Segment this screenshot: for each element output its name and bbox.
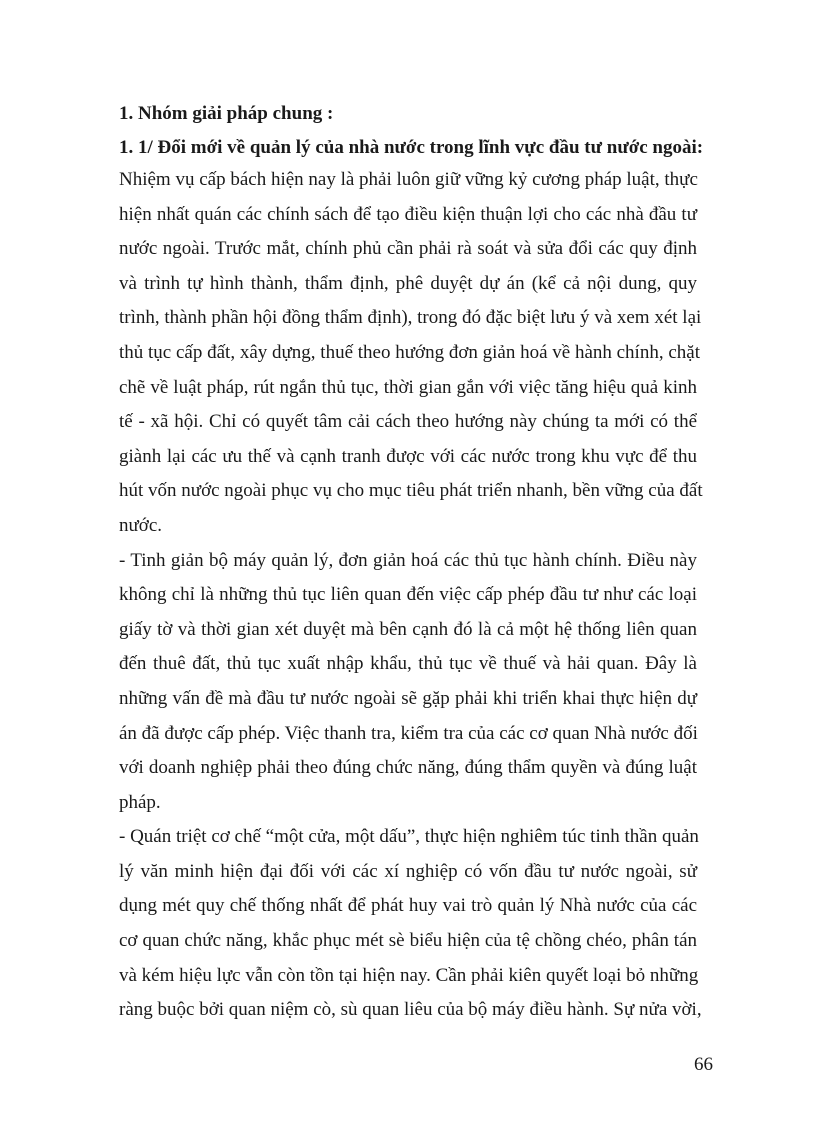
paragraph-line: lý văn minh hiện đại đối với các xí nghiệp có vốn đầu tư nước ngoài, sử (119, 860, 697, 882)
subsection-heading: 1. 1/ Đổi mới về quản lý của nhà nước trong lĩnh vực đầu tư nước ngoài: (119, 137, 704, 158)
page-number: 66 (694, 1054, 713, 1075)
paragraph-line: giấy tờ và thời gian xét duyệt mà bên cạnh đó là cả một hệ thống liên quan (119, 618, 697, 640)
paragraph-line: nước. (119, 514, 163, 536)
paragraph-line: hiện nhất quán các chính sách để tạo điều kiện thuận lợi cho các nhà đầu tư (119, 203, 697, 225)
paragraph-line: ràng buộc bởi quan niệm cò, sù quan liêu của bộ máy điều hành. Sự nửa vời, (119, 999, 702, 1021)
paragraph-line: với doanh nghiệp phải theo đúng chức năng, đúng thẩm quyền và đúng luật (119, 757, 697, 779)
paragraph-line: những vấn đề mà đầu tư nước ngoài sẽ gặp phải khi triển khai thực hiện dự (119, 687, 697, 709)
paragraph-line: thủ tục cấp đất, xây dựng, thuế theo hướng đơn giản hoá về hành chính, chặt (119, 341, 700, 363)
paragraph-line: chẽ về luật pháp, rút ngắn thủ tục, thời gian gắn với việc tăng hiệu quả kinh (119, 376, 697, 398)
paragraph-line: nước ngoài. Trước mắt, chính phủ cần phải rà soát và sửa đổi các quy định (119, 238, 697, 260)
paragraph-line: trình, thành phần hội đồng thẩm định), trong đó đặc biệt lưu ý và xem xét lại (119, 307, 702, 329)
paragraph-line: giành lại các ưu thế và cạnh tranh được với các nước trong khu vực để thu (119, 445, 697, 467)
paragraph-line: Nhiệm vụ cấp bách hiện nay là phải luôn giữ vững kỷ cương pháp luật, thực (119, 169, 698, 190)
paragraph-line: - Tinh giản bộ máy quản lý, đơn giản hoá các thủ tục hành chính. Điều này (119, 549, 697, 571)
paragraph-line: và trình tự hình thành, thẩm định, phê duyệt dự án (kể cả nội dung, quy (119, 272, 697, 294)
paragraph-line: không chỉ là những thủ tục liên quan đến việc cấp phép đầu tư như các loại (119, 584, 697, 606)
paragraph-line: tế - xã hội. Chỉ có quyết tâm cải cách theo hướng này chúng ta mới có thể (119, 411, 697, 433)
paragraph-line: pháp. (119, 791, 161, 813)
paragraph-line: đến thuê đất, thủ tục xuất nhập khẩu, thủ tục về thuế và hải quan. Đây là (119, 653, 697, 675)
section-heading: 1. Nhóm giải pháp chung : (119, 103, 334, 124)
body-text (119, 163, 703, 1028)
paragraph-line: - Quán triệt cơ chế “một cửa, một dấu”, thực hiện nghiêm túc tinh thần quản (119, 826, 699, 848)
paragraph-line: dụng mét quy chế thống nhất để phát huy vai trò quản lý Nhà nước của các (119, 895, 697, 917)
paragraph-line: cơ quan chức năng, khắc phục mét sè biểu hiện của tệ chồng chéo, phân tán (119, 930, 697, 952)
paragraph-line: và kém hiệu lực vẫn còn tồn tại hiện nay. Cần phải kiên quyết loại bỏ những (119, 964, 699, 986)
paragraph-line: hút vốn nước ngoài phục vụ cho mục tiêu phát triển nhanh, bền vững của đất (119, 480, 703, 502)
paragraph-line: án đã được cấp phép. Việc thanh tra, kiểm tra của các cơ quan Nhà nước đối (119, 722, 698, 744)
